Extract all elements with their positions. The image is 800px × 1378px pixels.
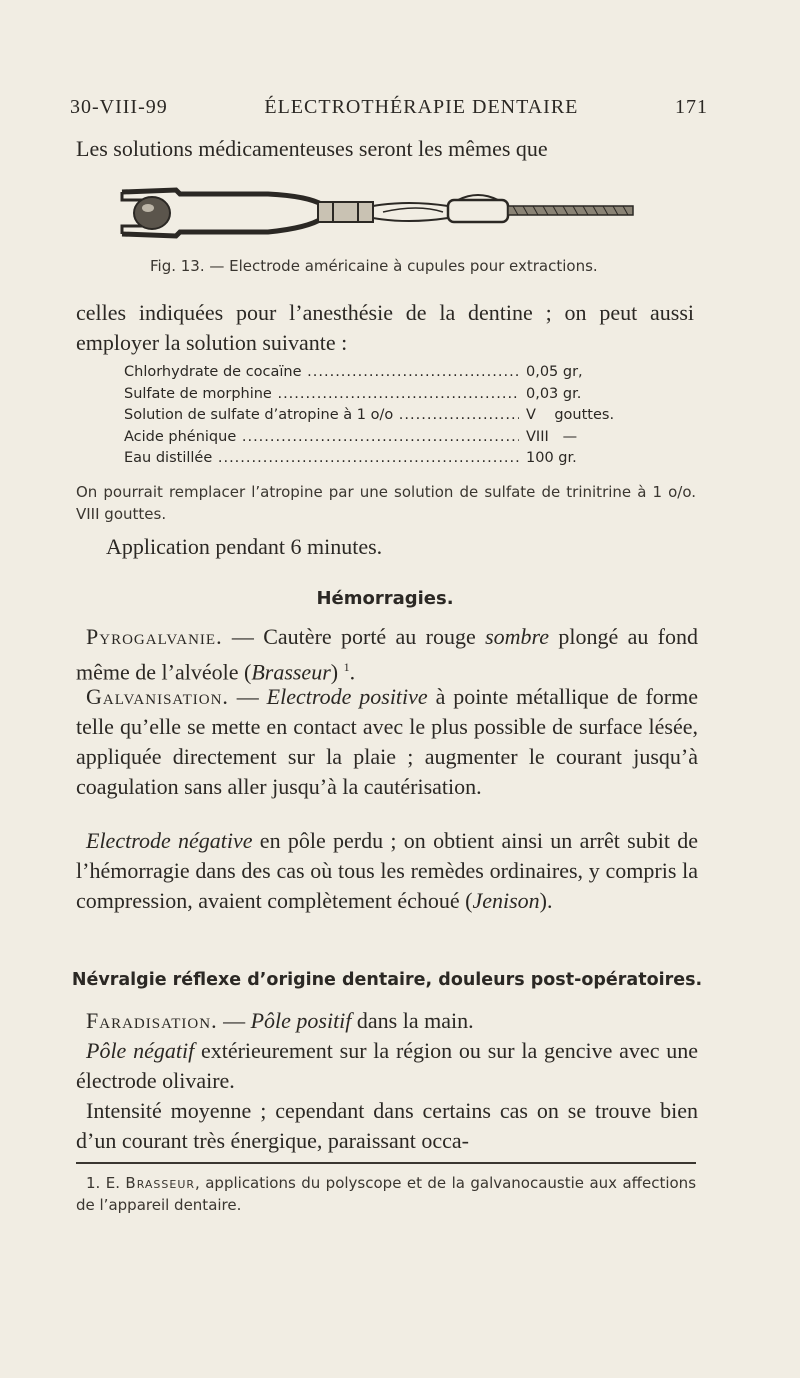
pole-neg-italic: Pôle négatif <box>86 1038 195 1063</box>
pyro-italic-1: sombre <box>485 624 550 649</box>
application-line: Application pendant 6 minutes. <box>106 534 383 559</box>
pyro-text-3: ) <box>330 659 344 685</box>
recipe-item-qty: 0,05 gr, <box>526 364 583 380</box>
recipe-item-name: Sulfate de morphine ..... <box>124 384 519 406</box>
footnote-num: 1. E. <box>86 1174 126 1192</box>
running-header <box>70 96 708 122</box>
page-number: 171 <box>675 96 708 118</box>
recipe-item-name: Acide phénique ..... <box>124 427 519 449</box>
paragraph-faradisation <box>76 1006 698 1036</box>
paragraph-galvanisation <box>76 682 698 802</box>
recipe-note: On pourrait remplacer l’atropine par une solution de sulfate de trinitrine à 1 o/o. VIII gouttes. <box>76 483 696 523</box>
recipe-item <box>124 405 614 427</box>
intro-line <box>76 134 694 164</box>
section-heading-nevralgie: Névralgie réflexe d’origine dentaire, douleurs post-opératoires. <box>71 970 703 990</box>
paragraph-intensite: Intensité moyenne ; cependant dans certains cas on se trouve bien d’un courant très énergique, paraissant occa- <box>76 1098 698 1153</box>
recipe-item-qty: 100 gr. <box>526 450 577 466</box>
figure-electrode <box>118 180 638 250</box>
footnote <box>76 1172 696 1216</box>
recipe-item-name: Eau distillée ..... <box>124 448 519 470</box>
galva-text-2: à pointe métallique de forme telle qu’elle se mette en contact avec le plus possible de surface lésée, appliquée directement sur la plaie ; augmenter le courant jusqu’à coagulation sans aller jusqu’à la cautérisation. <box>76 684 698 799</box>
farad-italic-1: Pôle positif <box>250 1008 352 1033</box>
recipe-item <box>124 362 614 384</box>
paragraph-pyrogalvanie <box>76 622 698 687</box>
neg-italic-1: Electrode négative <box>86 828 253 853</box>
paragraph-electrode-negative <box>76 826 698 916</box>
galva-italic-1: Electrode positive <box>266 684 428 709</box>
farad-text-1: — <box>217 1008 251 1033</box>
header-title: ÉLECTROTHÉRAPIE DENTAIRE <box>264 96 579 118</box>
pyro-italic-2: Brasseur <box>251 659 331 685</box>
farad-text-2: dans la main. <box>351 1008 474 1033</box>
paragraph-pole-negatif <box>76 1036 698 1096</box>
footnote-ref: 1 <box>343 660 350 674</box>
header-date: 30-VIII-99 <box>70 96 168 118</box>
term-galvanisation: Galvanisation. <box>86 684 229 709</box>
footnote-divider <box>76 1162 696 1164</box>
recipe-item-qty: VIII — <box>526 428 578 445</box>
recipe-item-qty: 0,03 gr. <box>526 385 582 402</box>
figure-caption: Fig. 13. — Electrode américaine à cupules pour extractions. <box>150 257 598 275</box>
section-heading-hemorragies: Hémorragies. <box>316 588 454 609</box>
term-pyrogalvanie: Pyrogalvanie. <box>86 624 223 649</box>
electrode-illustration-icon <box>118 180 638 250</box>
intro-line-text: Les solutions médicamenteuses seront les mêmes que <box>76 136 548 161</box>
galva-text-1: — <box>228 684 267 709</box>
pyro-text-1: — Cautère porté au rouge <box>222 624 486 649</box>
neg-text-1: en pôle perdu ; on obtient ainsi un arrêt subit de l’hémorragie dans des cas où tous les remèdes ordinaires, y compris la compression, avaient complètement échoué ( <box>76 828 698 913</box>
recipe-item-name: Chlorhydrate de cocaïne ..... <box>124 362 519 384</box>
term-faradisation: Faradisation. <box>86 1008 218 1033</box>
recipe-item-name: Solution de sulfate d’atropine à 1 o/o ..... <box>124 405 519 427</box>
pyro-text-2: plongé au fond même de l’alvéole ( <box>76 624 699 685</box>
pole-neg-text: extérieurement sur la région ou sur la gencive avec une électrode olivaire. <box>76 1038 698 1093</box>
pyro-text-4: . <box>349 659 356 685</box>
paragraph-solutions: celles indiquées pour l’anesthésie de la dentine ; on peut aussi employer la solution suivante : <box>76 300 694 355</box>
recipe-item-qty: V gouttes. <box>526 407 615 423</box>
footnote-text: , applications du polyscope et de la galvanocaustie aux affections de l’appareil dentaire. <box>76 1174 697 1214</box>
neg-italic-2: Jenison <box>472 888 540 913</box>
recipe-item <box>124 427 614 449</box>
footnote-author: Brasseur <box>125 1174 196 1192</box>
recipe-item <box>124 384 614 406</box>
recipe-list <box>124 362 614 470</box>
neg-text-2: ). <box>539 888 553 913</box>
recipe-item <box>124 448 614 470</box>
